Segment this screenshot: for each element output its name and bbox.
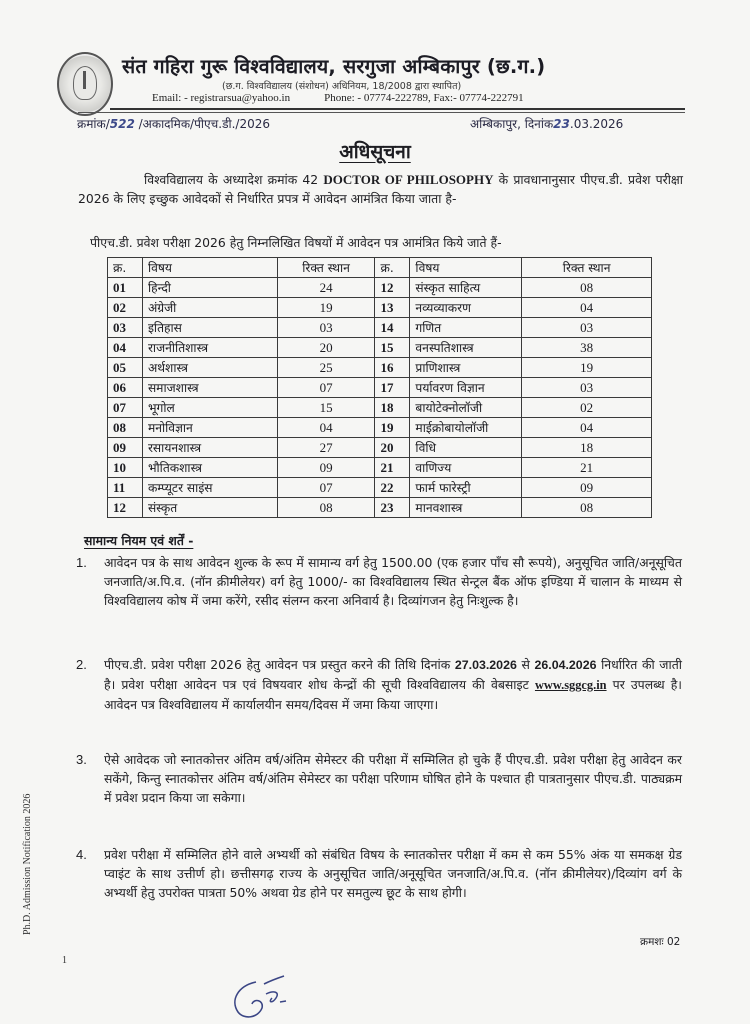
row-number: 09	[108, 438, 143, 458]
date-from: 27.03.2026	[454, 658, 517, 672]
row-number: 11	[108, 478, 143, 498]
row-number: 20	[375, 438, 410, 458]
vacancy-count: 19	[522, 358, 652, 378]
subject-name: बायोटेक्नोलॉजी	[410, 398, 522, 418]
table-row	[108, 398, 652, 418]
table-row	[108, 278, 652, 298]
vacancy-count: 07	[277, 478, 375, 498]
subject-name: हिन्दी	[142, 278, 277, 298]
rule-item-1: 1. आवेदन पत्र के साथ आवेदन शुल्क के रूप में सामान्य वर्ग हेतु 1500.00 (एक हजार पाँच सौ रूपये), अनुसूचित जाति/अनूसूचित जनजाति/अ.पि.व. (नॉन क्रीमीलेयर) वर्ग हेतु 1000/- का विश्वविद्यालय स्थित सेन्ट्रल बैंक ऑफ इण्डिया में चालान के माध्यम से विश्वविद्यालय कोष में जमा करेंगे, रसीद संलग्न करना अनिवार्य है। दिव्यांगजन हेतु निःशुल्क है।	[76, 555, 682, 608]
table-row	[108, 438, 652, 458]
row-number: 06	[108, 378, 143, 398]
vacancy-count: 24	[277, 278, 375, 298]
intro-paragraph: विश्वविद्यालय के अध्यादेश क्रमांक 42 DOCTOR OF PHILOSOPHY के प्रावधानानुसार पीएच.डी. प्रवेश परीक्षा 2026 के लिए इच्छुक आवेदकों से निर्धारित प्रपत्र में आवेदन आमंत्रित किया जाता है-	[78, 172, 684, 206]
col-header-vacancy: रिक्त स्थान	[522, 258, 652, 278]
subject-name: अंग्रेजी	[142, 298, 277, 318]
vacancy-count: 21	[522, 458, 652, 478]
subject-name: संस्कृत साहित्य	[410, 278, 522, 298]
table-header-row	[108, 258, 652, 278]
table-row	[108, 418, 652, 438]
vacancy-count: 04	[522, 418, 652, 438]
date-to: 26.04.2026	[534, 658, 597, 672]
vacancy-count: 03	[522, 378, 652, 398]
established-by: (छ.ग. विश्वविद्यालय (संशोधन) अधिनियम, 18/2008 द्वारा स्थापित)	[222, 81, 462, 92]
margin-note: Ph.D. Admission Notification 2026	[22, 793, 33, 935]
subject-name: वाणिज्य	[410, 458, 522, 478]
subject-name: राजनीतिशास्त्र	[142, 338, 277, 358]
vacancy-count: 09	[277, 458, 375, 478]
row-number: 10	[108, 458, 143, 478]
vacancy-count: 08	[522, 278, 652, 298]
vacancy-count: 18	[522, 438, 652, 458]
subject-name: भौतिकशास्त्र	[142, 458, 277, 478]
header-divider-thin	[78, 112, 685, 113]
date-day-handwritten: 23	[553, 117, 570, 131]
row-number: 12	[108, 498, 143, 518]
row-number: 21	[375, 458, 410, 478]
university-logo-icon	[57, 52, 113, 116]
table-row	[108, 478, 652, 498]
vacancy-count: 19	[277, 298, 375, 318]
row-number: 01	[108, 278, 143, 298]
row-number: 13	[375, 298, 410, 318]
row-number: 05	[108, 358, 143, 378]
vacancy-count: 08	[277, 498, 375, 518]
vacancy-count: 02	[522, 398, 652, 418]
vacancy-table	[107, 257, 652, 518]
table-row	[108, 318, 652, 338]
subject-name: विधि	[410, 438, 522, 458]
subject-name: कम्प्यूटर साइंस	[142, 478, 277, 498]
subject-name: माईक्रोबायोलॉजी	[410, 418, 522, 438]
row-number: 03	[108, 318, 143, 338]
continued-label: क्रमशः 02	[640, 936, 681, 948]
table-row	[108, 498, 652, 518]
table-row	[108, 378, 652, 398]
col-header-no: क्र.	[108, 258, 143, 278]
vacancy-count: 15	[277, 398, 375, 418]
vacancy-count: 07	[277, 378, 375, 398]
row-number: 07	[108, 398, 143, 418]
subject-name: अर्थशास्त्र	[142, 358, 277, 378]
row-number: 17	[375, 378, 410, 398]
header-divider	[110, 108, 685, 110]
row-number: 22	[375, 478, 410, 498]
subject-name: मानवशास्त्र	[410, 498, 522, 518]
vacancy-count: 20	[277, 338, 375, 358]
table-row	[108, 298, 652, 318]
table-intro: पीएच.डी. प्रवेश परीक्षा 2026 हेतु निम्नलिखित विषयों में आवेदन पत्र आमंत्रित किये जाते हैं-	[90, 235, 502, 250]
row-number: 19	[375, 418, 410, 438]
col-header-no: क्र.	[375, 258, 410, 278]
vacancy-count: 27	[277, 438, 375, 458]
rule-item-2: 2. पीएच.डी. प्रवेश परीक्षा 2026 हेतु आवेदन पत्र प्रस्तुत करने की तिथि दिनांक 27.03.2026 से 26.04.2026 निर्धारित की जाती है। प्रवेश परीक्षा आवेदन पत्र एवं विषयवार शोध केन्द्रों की सूची विश्वविद्यालय की वेबसाइट www.sggcg.in पर उपलब्ध है। आवेदन पत्र विश्वविद्यालय में कार्यालयीन समय/दिवस में जमा किया जाएगा।	[76, 657, 682, 712]
place-date: अम्बिकापुर, दिनांक23.03.2026	[470, 117, 624, 131]
subject-name: संस्कृत	[142, 498, 277, 518]
table-row	[108, 358, 652, 378]
ref-number-handwritten: 522	[109, 117, 135, 131]
col-header-vacancy: रिक्त स्थान	[277, 258, 375, 278]
subject-name: प्राणिशास्त्र	[410, 358, 522, 378]
row-number: 16	[375, 358, 410, 378]
subject-name: फार्म फारेस्ट्री	[410, 478, 522, 498]
table-row	[108, 458, 652, 478]
subject-name: नव्यव्याकरण	[410, 298, 522, 318]
subject-name: मनोविज्ञान	[142, 418, 277, 438]
subject-name: इतिहास	[142, 318, 277, 338]
email-text: Email: - registrarsua@yahoo.in	[152, 92, 291, 104]
vacancy-count: 09	[522, 478, 652, 498]
row-number: 15	[375, 338, 410, 358]
row-number: 12	[375, 278, 410, 298]
row-number: 02	[108, 298, 143, 318]
table-row	[108, 338, 652, 358]
row-number: 23	[375, 498, 410, 518]
rule-item-3: 3. ऐसे आवेदक जो स्नातकोत्तर अंतिम वर्ष/अंतिम सेमेस्टर की परीक्षा में सम्मिलित हो चुके हैं पीएच.डी. प्रवेश परीक्षा हेतु आवेदन कर सकेंगे, किन्तु स्नातकोत्तर अंतिम वर्ष/अंतिम सेमेस्टर का परीक्षा परिणाम घोषित होने के पश्चात ही पात्रतानुसार पीएच.डी. पाठ्यक्रम में प्रवेश प्रदान किया जा सकेगा।	[76, 752, 682, 805]
vacancy-count: 25	[277, 358, 375, 378]
vacancy-count: 08	[522, 498, 652, 518]
subject-name: समाजशास्त्र	[142, 378, 277, 398]
phone-fax-text: Phone: - 07774-222789, Fax:- 07774-222791	[324, 92, 524, 104]
col-header-subject: विषय	[142, 258, 277, 278]
notice-title: अधिसूचना	[339, 141, 411, 163]
subject-name: भूगोल	[142, 398, 277, 418]
vacancy-count: 03	[522, 318, 652, 338]
contact-line	[152, 92, 524, 104]
page-number: 1	[62, 955, 67, 966]
row-number: 14	[375, 318, 410, 338]
row-number: 18	[375, 398, 410, 418]
signature-icon	[228, 968, 308, 1024]
website-link[interactable]: www.sggcg.in	[534, 678, 607, 692]
subject-name: रसायनशास्त्र	[142, 438, 277, 458]
row-number: 08	[108, 418, 143, 438]
row-number: 04	[108, 338, 143, 358]
university-name: संत गहिरा गुरू विश्वविद्यालय, सरगुजा अम्बिकापुर (छ.ग.)	[122, 55, 546, 78]
vacancy-count: 04	[277, 418, 375, 438]
subject-name: वनस्पतिशास्त्र	[410, 338, 522, 358]
reference-number: क्रमांक/522 /अकादमिक/पीएच.डी./2026	[77, 117, 271, 131]
rule-item-4: 4. प्रवेश परीक्षा में सम्मिलित होने वाले अभ्यर्थी को संबंधित विषय के स्नातकोत्तर परीक्षा में कम से कम 55% अंक या समकक्ष ग्रेड प्वाइंट के साथ उत्तीर्ण हो। छत्तीसगढ़ राज्य के अनुसूचित जाति/अनूसूचित जनजाति/अ.पि.व. (नॉन क्रीमीलेयर)/दिव्यांग वर्ग के अभ्यर्थी हेतु उपरोक्त पात्रता 50% अथवा ग्रेड होने पर समतुल्य छूट के साथ होगी।	[76, 847, 682, 900]
subject-name: गणित	[410, 318, 522, 338]
col-header-subject: विषय	[410, 258, 522, 278]
rules-heading: सामान्य नियम एवं शर्तें -	[84, 533, 194, 548]
subject-name: पर्यावरण विज्ञान	[410, 378, 522, 398]
vacancy-count: 04	[522, 298, 652, 318]
vacancy-count: 03	[277, 318, 375, 338]
vacancy-count: 38	[522, 338, 652, 358]
